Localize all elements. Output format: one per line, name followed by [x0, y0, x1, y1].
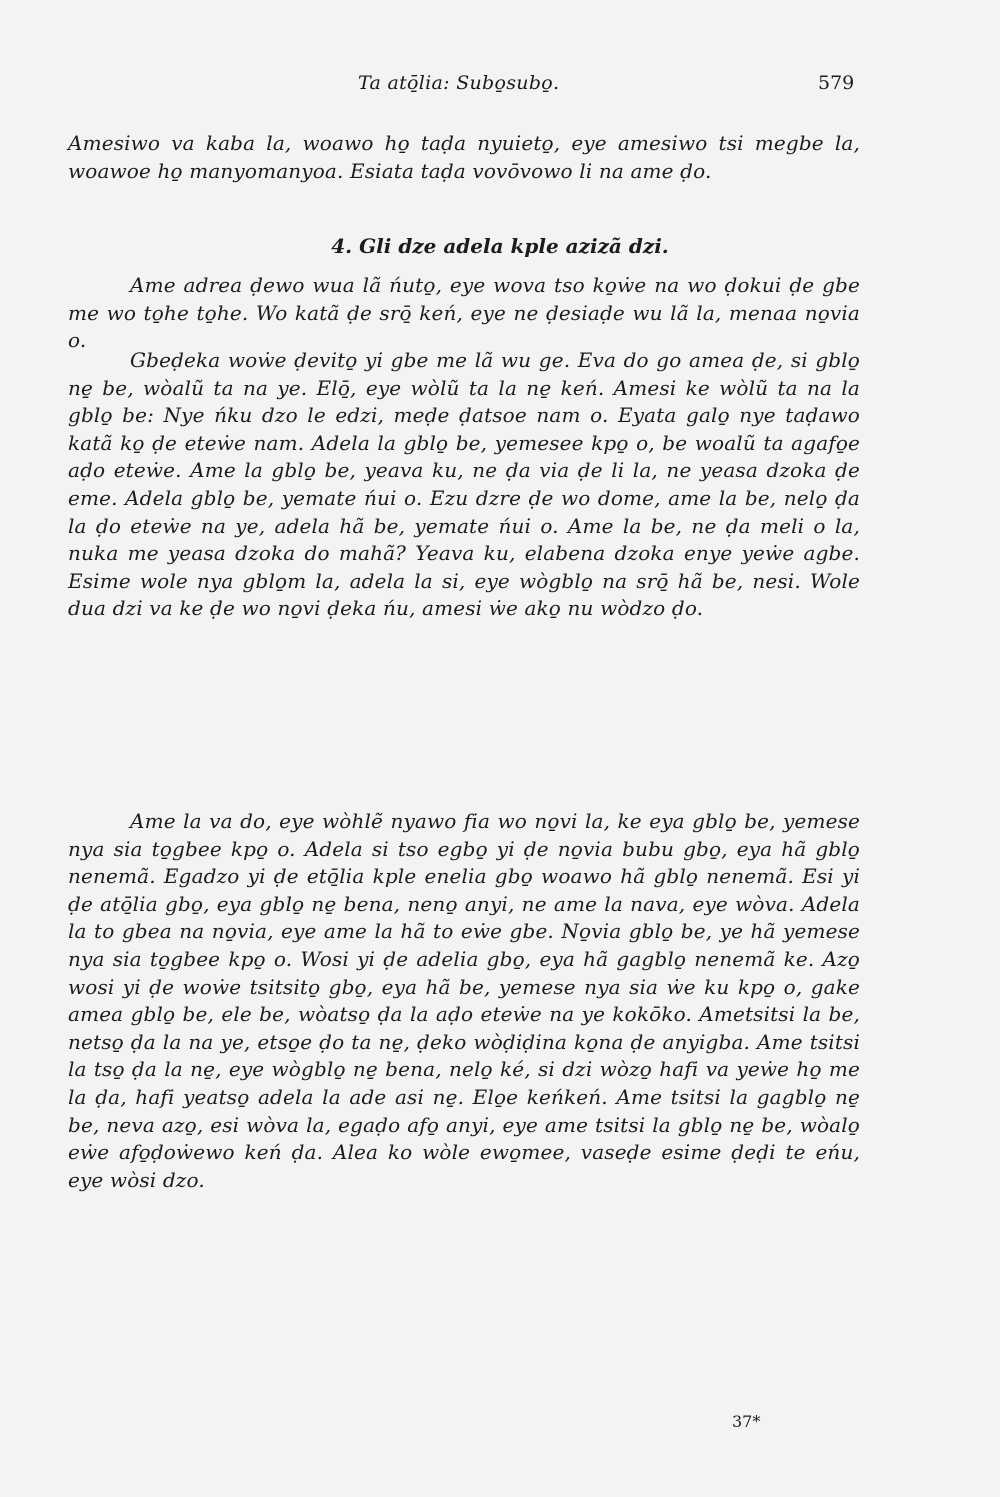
paragraph-1: Amesiwo va kaba la, woawo ho̱ taḍa nyuieto̱, eye amesiwo tsi megbe la, woawoe ho̱ manyomanyoa. Esiata taḍa vovōvowo li na ame ḍo. [68, 131, 860, 183]
paragraph-2: Ame adrea ḍewo wua lã ńuto̱, eye wova tso ko̱ẇe na wo ḍokui ḍe gbe me wo to̱he to̱he. Wo katã ḍe srō̱ keń, eye ne ḍesiaḍe wu lã la, menaa no̱via o. [68, 273, 860, 353]
running-title: Ta atō̱lia: Subo̱subo̱. [358, 72, 560, 94]
page-number: 579 [818, 72, 855, 94]
paragraph-3: Gbeḍeka woẇe ḍevito̱ yi gbe me lã wu ge. Eva do go amea ḍe, si gblo̱ ne̱ be, wòalũ ta na ye. Elō̱, eye wòlũ ta la ne̱ keń. Amesi ke wòlũ ta na la gblo̱ be: Nye ńku dzo le edzi, meḍe ḍatsoe nam o. Eyata galo̱ nye taḍawo katã ko̱ ḍe eteẇe nam. Adela la gblo̱ be, yemesee kpo̱ o, be woalũ ta agafo̱e aḍo eteẇe. Ame la gblo̱ be, yeava ku, ne ḍa via ḍe li la, ne yeasa dzoka ḍe eme. Adela gblo̱ be, yemate ńui o. Ezu dzre ḍe wo dome, ame la be, nelo̱ ḍa la ḍo eteẇe na ye, adela hã be, yemate ńui o. Ame la be, ne ḍa meli o la, nuka me yeasa dzoka do mahã? Yeava ku, elabena dzoka enye yeẇe agbe. Esime wole nya gblo̱m la, adela la si, eye wògblo̱ na srō̱ hã be, nesi. Wole dua dzi va ke ḍe wo no̱vi ḍeka ńu, amesi ẇe ako̱ nu wòdzo ḍo. [68, 348, 860, 621]
signature-mark: 37* [732, 1412, 761, 1431]
section-heading: 4. Gli dze adela kple azizã dzi. [331, 234, 669, 258]
paragraph-4: Ame la va do, eye wòhlẽ nyawo fia wo no̱vi la, ke eya gblo̱ be, yemese nya sia to̱gbee kpo̱ o. Adela si tso egbo̱ yi ḍe no̱via bubu gbo̱, eya hã gblo̱ nenemã. Egadzo yi ḍe etō̱lia kple enelia gbo̱ woawo hã gblo̱ nenemã. Esi yi ḍe atō̱lia gbo̱, eya gblo̱ ne̱ bena, neno̱ anyi, ne ame la nava, eye wòva. Adela la to gbea na no̱via, eye ame la hã to eẇe gbe. No̱via gblo̱ be, ye hã yemese nya sia to̱gbee kpo̱ o. Wosi yi ḍe adelia gbo̱, eya hã gagblo̱ nenemã ke. Azo̱ wosi yi ḍe woẇe tsitsito̱ gbo̱, eya hã be, yemese nya sia ẇe ku kpo̱ o, gake amea gblo̱ be, ele be, wòatso̱ ḍa la aḍo eteẇe na ye kokōko. Ametsitsi la be, netso̱ ḍa la na ye, etso̱e ḍo ta ne̱, ḍeko wòḍiḍina ko̱na ḍe anyigba. Ame tsitsi la tso̱ ḍa la ne̱, eye wògblo̱ ne̱ bena, nelo̱ ké, si dzi wòzo̱ hafi va yeẇe ho̱ me la ḍa, hafi yeatso̱ adela la ade asi ne̱. Elo̱e keńkeń. Ame tsitsi la gagblo̱ ne̱ be, neva azo̱, esi wòva la, egaḍo afo̱ anyi, eye ame tsitsi la gblo̱ ne̱ be, wòalo̱ eẇe afo̱ḍoẇewo keń ḍa. Alea ko wòle ewo̱mee, vaseḍe esime ḍeḍi te eńu, eye wòsi dzo. [68, 809, 860, 1192]
